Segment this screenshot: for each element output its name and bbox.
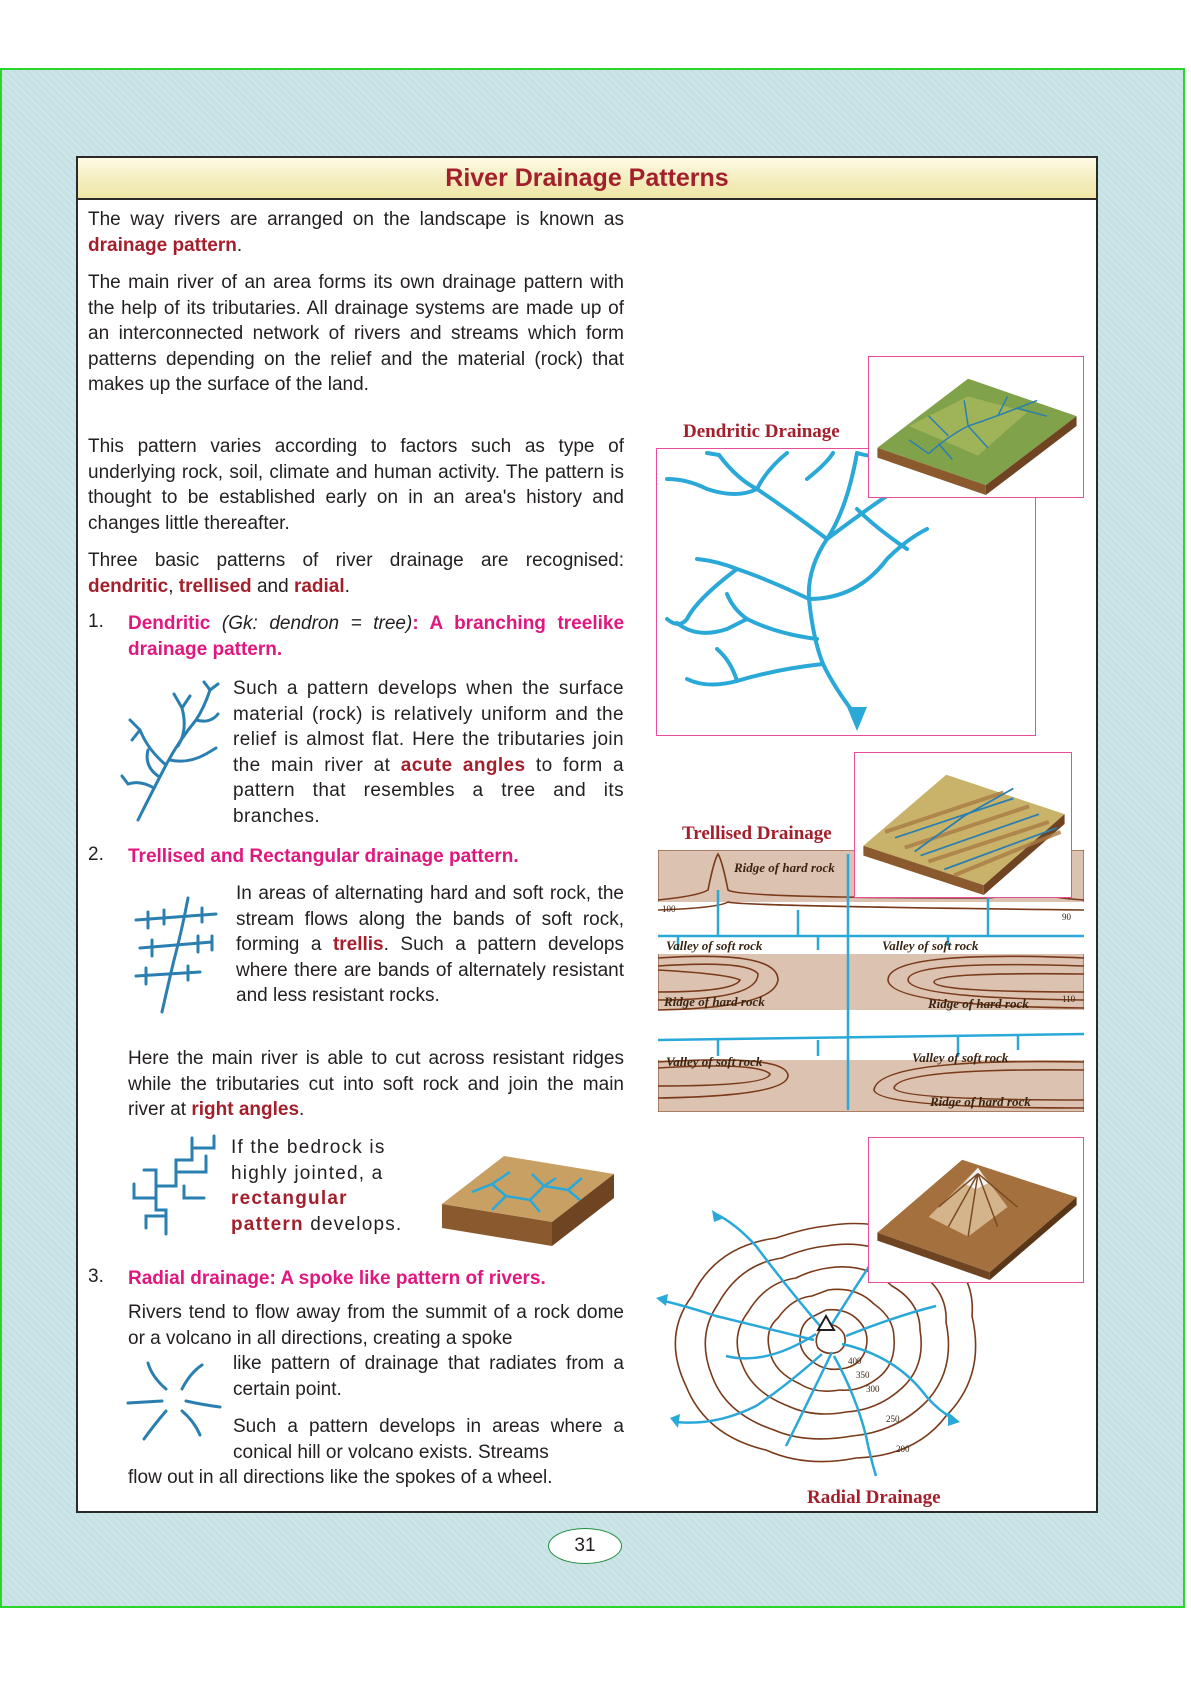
radial-contour-300: 300 [866, 1384, 880, 1394]
section-3-body-1b: like pattern of drainage that radiates from a certain point. [233, 1353, 624, 1400]
trellis-label-valley-left-1: Valley of soft rock [666, 938, 763, 953]
radial-contour-250: 250 [886, 1414, 900, 1424]
radial-contour-200: 200 [896, 1444, 910, 1454]
rectangular-sketch [126, 1130, 222, 1240]
dendritic-terrain-photo [868, 356, 1084, 498]
trellis-sketch [126, 890, 226, 1020]
trellised-terrain-photo [854, 752, 1072, 898]
trellis-label-ridge-left: Ridge of hard rock [664, 994, 765, 1009]
page-number: 31 [548, 1528, 622, 1564]
trellis-label-valley-right-1: Valley of soft rock [882, 938, 979, 953]
trellis-contour-100: 100 [662, 904, 676, 914]
trellis-label-ridge-bottom: Ridge of hard rock [930, 1094, 1031, 1109]
radial-sketch [124, 1355, 224, 1445]
trellis-label-ridge-right: Ridge of hard rock [928, 996, 1029, 1011]
radial-contour-400: 400 [848, 1356, 862, 1366]
dendritic-sketch [118, 680, 226, 830]
trellis-contour-110: 110 [1062, 994, 1076, 1004]
section-2-heading: Trellised and Rectangular drainage pattern. [128, 846, 519, 867]
radial-caption: Radial Drainage [807, 1487, 941, 1508]
intro-paragraph-3: This pattern varies according to factors such as type of underlying rock, soil, climate and human activity. The pattern is thought to be established early on in an area's history and changes little thereafter. [88, 436, 624, 534]
rectangular-block-illustration [432, 1134, 618, 1252]
title-bar [78, 158, 1096, 200]
section-1-body: Such a pattern develops when the surface material (rock) is relatively uniform and the relief is almost flat. Here the tributaries join the main river at acute angles to form a pattern that resembles a tree and its branches. [233, 678, 625, 827]
section-3-number: 3. [88, 1266, 104, 1287]
section-3-body-2a: Such a pattern develops in areas where a conical hill or volcano exists. Streams [233, 1416, 624, 1463]
rectangular-text: If the bedrock is highly jointed, a rectangular pattern develops. [231, 1137, 403, 1235]
section-3-body-1a: Rivers tend to flow away from the summit of a rock dome or a volcano in all directions, creating a spoke [128, 1302, 624, 1349]
trellis-label-valley-right-2: Valley of soft rock [912, 1050, 1009, 1065]
trellised-caption: Trellised Drainage [682, 823, 832, 844]
section-1-number: 1. [88, 611, 104, 632]
section-2-body: In areas of alternating hard and soft rock, the stream flows along the bands of soft rock, forming a trellis. Such a pattern develops where there are bands of alternately resistant and less resistant rocks. [236, 883, 625, 1006]
section-1-heading: Dendritic (Gk: dendron = tree): A branching treelike drainage pattern. [128, 613, 625, 660]
trellis-label-valley-left-2: Valley of soft rock [666, 1054, 763, 1069]
intro-paragraph-4: Three basic patterns of river drainage are recognised: dendritic, trellised and radial. [88, 550, 624, 597]
trellis-label-ridge-top: Ridge of hard rock [734, 860, 835, 875]
radial-contour-350: 350 [856, 1370, 870, 1380]
intro-paragraph-2: The main river of an area forms its own drainage pattern with the help of its tributaries. All drainage systems are made up of an interconnected network of rivers and streams which form patterns depending on the relief and the material (rock) that makes up the surface of the land. [88, 272, 624, 395]
section-3-heading: Radial drainage: A spoke like pattern of rivers. [128, 1268, 546, 1289]
trellis-contour-90: 90 [1062, 912, 1071, 922]
section-2-paragraph-2: Here the main river is able to cut across resistant ridges while the tributaries cut into soft rock and join the main river at right angles. [128, 1048, 624, 1120]
dendritic-caption: Dendritic Drainage [683, 421, 840, 442]
radial-terrain-photo [868, 1137, 1084, 1283]
section-2-number: 2. [88, 844, 104, 865]
page-title: River Drainage Patterns [445, 164, 729, 192]
section-3-body-2b: flow out in all directions like the spokes of a wheel. [128, 1467, 553, 1488]
intro-paragraph-1: The way rivers are arranged on the landscape is known as drainage pattern. [88, 209, 624, 256]
